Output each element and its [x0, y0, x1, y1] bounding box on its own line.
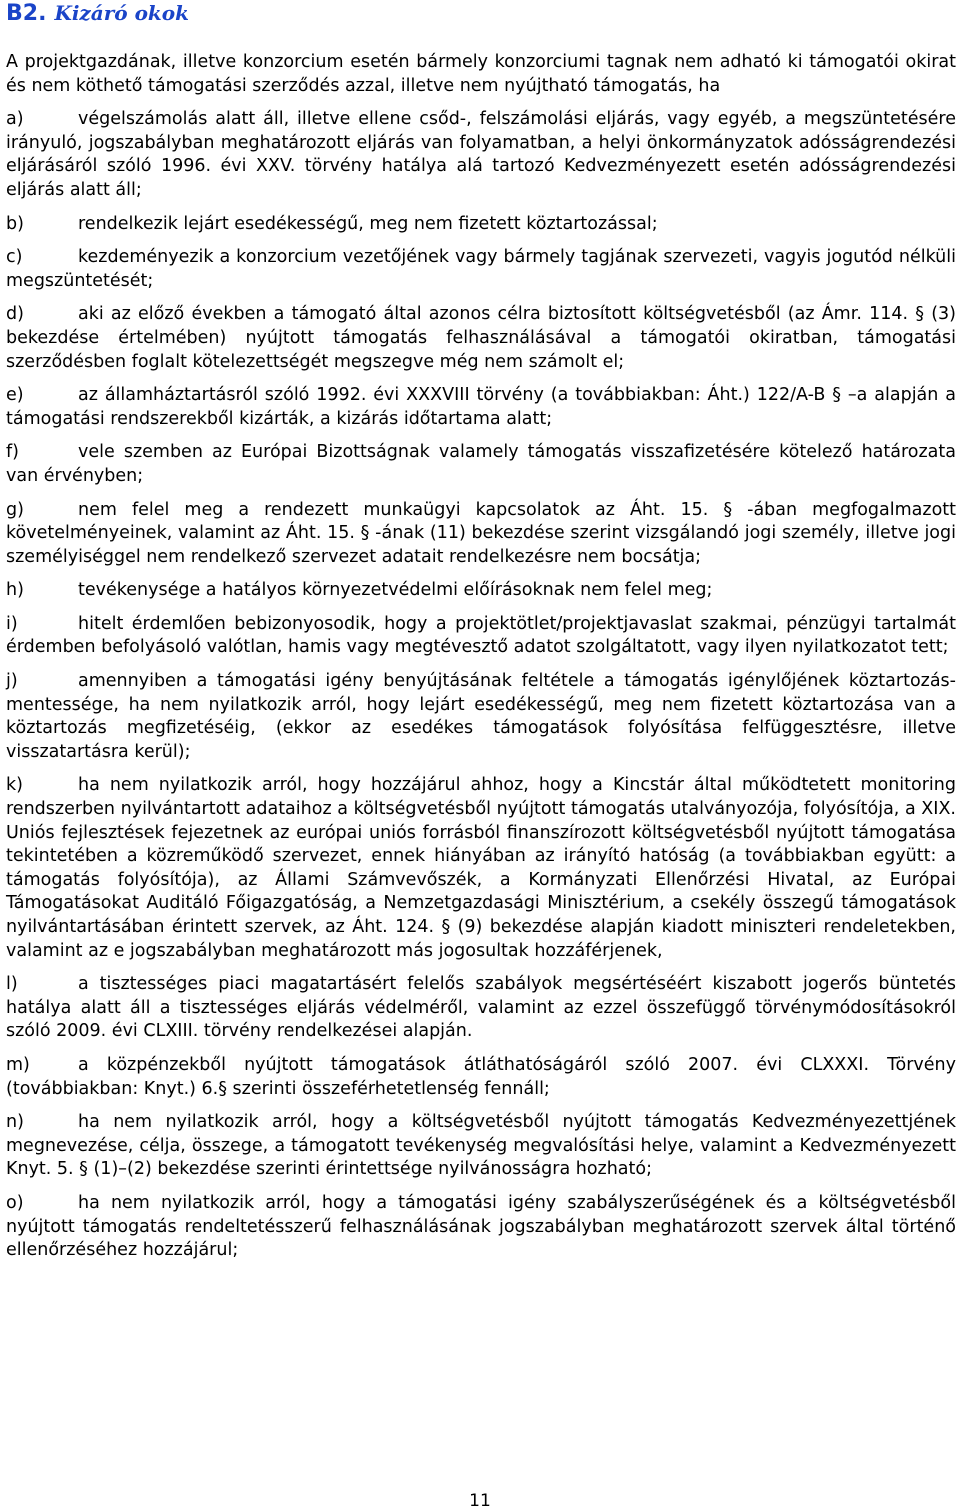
list-item: [6, 579, 956, 603]
section-number: B2.: [6, 1, 47, 26]
list-item-text: aki az előző években a támogató által azonos célra biztosított költségvetésből (az Ámr. 114. § (3) bekezdése értelmében) nyújtott támogatás felhasználásával a támogatói okiratban, támogatási szerződésben foglalt kötelezettségét megszegve még nem számolt el;: [6, 304, 956, 372]
list-item-label: f): [6, 442, 19, 463]
list-item: [6, 246, 956, 293]
list-item: [6, 613, 956, 660]
list-item-label: j): [6, 671, 18, 692]
section-title: Kizáró okok: [54, 1, 189, 25]
list-item: [6, 213, 956, 237]
list-item-text: a tisztességes piaci magatartásért felelős szabályok megsértéséért kiszabott jogerős büntetés hatálya alatt áll a tisztességes eljárás védelméről, valamint az ezzel összefüggő törvénymódosításokról szóló 2009. évi CLXIII. törvény rendelkezései alapján.: [6, 974, 956, 1042]
list-item: [6, 670, 956, 764]
list-item: [6, 499, 956, 570]
list-item-label: b): [6, 213, 24, 234]
list-item: [6, 384, 956, 431]
exclusion-list: [6, 108, 956, 1263]
list-item-text: amennyiben a támogatási igény benyújtásának feltétele a támogatás igénylőjének köztartozás-mentessége, ha nem nyilatkozik arról, hogy lejárt esedékességű, meg nem fizetett köztartozása van a köztartozás megfizetéséig, (ekkor az esedékes támogatások folyósítása felfüggesztésre, illetve visszatartásra kerül);: [6, 671, 956, 762]
list-item-label: i): [6, 613, 18, 634]
list-item-label: m): [6, 1054, 30, 1075]
list-item-label: k): [6, 775, 23, 796]
list-item: [6, 1192, 956, 1263]
list-item-text: ha nem nyilatkozik arról, hogy hozzájárul ahhoz, hogy a Kincstár által működtetett monitoring rendszerben nyilvántartott adataihoz a költségvetésből nyújtott támogatás utalványozója, folyósítója, a XIX. Uniós fejlesztések fejezetnek az európai uniós forrásból finanszírozott költségvetésből nyújtott támogatása tekintetében a közreműködő szervezet, ennek hiányában az irányító hatóság (a továbbiakban együtt: a támogatás folyósítója), az Állami Számvevőszék, a Kormányzati Ellenőrzési Hivatal, az Európai Támogatásokat Auditáló Főigazgatóság, a Nemzetgazdasági Minisztérium, a csekély összegű támogatások nyilvántartásában érintett szervek, az Áht. 124. § (9) bekezdése alapján kiadott miniszteri rendeletekben, valamint az e jogszabályban meghatározott más jogosultak hozzáférjenek,: [6, 775, 956, 961]
list-item-text: kezdeményezik a konzorcium vezetőjének vagy bármely tagjának szervezeti, vagyis jogutód nélküli megszüntetését;: [6, 247, 956, 291]
list-item-text: a közpénzekből nyújtott támogatások átláthatóságáról szóló 2007. évi CLXXXI. Törvény (továbbiakban: Knyt.) 6.§ szerinti összeférhetetlenség fennáll;: [6, 1054, 956, 1099]
intro-paragraph: A projektgazdának, illetve konzorcium esetén bármely konzorciumi tagnak nem adható ki támogatói okirat és nem köthető támogatási szerződés azzal, illetve nem nyújtható támogatás, ha: [6, 52, 956, 96]
list-item-text: ha nem nyilatkozik arról, hogy a támogatási igény szabályszerűségének és a költségvetésből nyújtott támogatás rendeltetésszerű felhasználásának jogszabályban meghatározott szervek által történő ellenőrzéséhez hozzájárul;: [6, 1192, 956, 1261]
list-item: [6, 1054, 956, 1101]
list-item-text: vele szemben az Európai Bizottságnak valamely támogatás visszafizetésére kötelező határozata van érvényben;: [6, 442, 956, 486]
list-item: [6, 1111, 956, 1182]
list-item-label: e): [6, 385, 24, 406]
list-item: [6, 774, 956, 963]
list-item-label: d): [6, 304, 24, 325]
list-item: [6, 973, 956, 1044]
section-heading: [6, 0, 189, 26]
list-item: [6, 441, 956, 488]
list-item-text: az államháztartásról szóló 1992. évi XXXVIII törvény (a továbbiakban: Áht.) 122/A-B § –a alapján a támogatási rendszerekből kizárták, a kizárás időtartama alatt;: [6, 385, 956, 429]
list-item-text: ha nem nyilatkozik arról, hogy a költségvetésből nyújtott támogatás Kedvezményezettjének megnevezése, célja, összege, a támogatott tevékenység megvalósítási helye, valamint a Kedvezményezett Knyt. 5. § (1)–(2) bekezdése szerinti érintettsége nyilvánosságra hozható;: [6, 1112, 956, 1180]
list-item: [6, 303, 956, 374]
list-item-label: n): [6, 1112, 24, 1133]
list-item-label: l): [6, 974, 18, 995]
document-body: [6, 51, 956, 1273]
list-item: [6, 108, 956, 202]
list-item-text: tevékenysége a hatályos környezetvédelmi előírásoknak nem felel meg;: [78, 580, 713, 601]
list-item-text: nem felel meg a rendezett munkaügyi kapcsolatok az Áht. 15. § -ában megfogalmazott követelményeinek, valamint az Áht. 15. § -ának (11) bekezdése szerint vizsgálandó jogi személy, illetve jogi személyiséggel nem rendelkező szervezet adatait rendelkezésre nem bocsátja;: [6, 499, 956, 567]
list-item-label: c): [6, 247, 23, 268]
list-item-text: végelszámolás alatt áll, illetve ellene csőd-, felszámolási eljárás, vagy egyéb, a megszüntetésére irányuló, jogszabályban meghatározott eljárás van folyamatban, a helyi önkormányzatok adósságrendezési eljárásáról szóló 1996. évi XXV. törvény hatálya alá tartozó Kedvezményezett esetén adósságrendezési eljárás alatt áll;: [6, 109, 956, 200]
list-item-label: g): [6, 499, 24, 520]
list-item-text: hitelt érdemlően bebizonyosodik, hogy a projektötlet/projektjavaslat szakmai, pénzügyi tartalmát érdemben befolyásoló valótlan, hamis vagy megtévesztő adatot szolgáltatott, vagy ilyen nyilatkozatot tett;: [6, 613, 956, 658]
page-number: 11: [469, 1491, 491, 1511]
list-item-label: o): [6, 1192, 24, 1213]
list-item-label: a): [6, 109, 24, 130]
list-item-label: h): [6, 580, 24, 601]
list-item-text: rendelkezik lejárt esedékességű, meg nem fizetett köztartozással;: [78, 213, 658, 234]
